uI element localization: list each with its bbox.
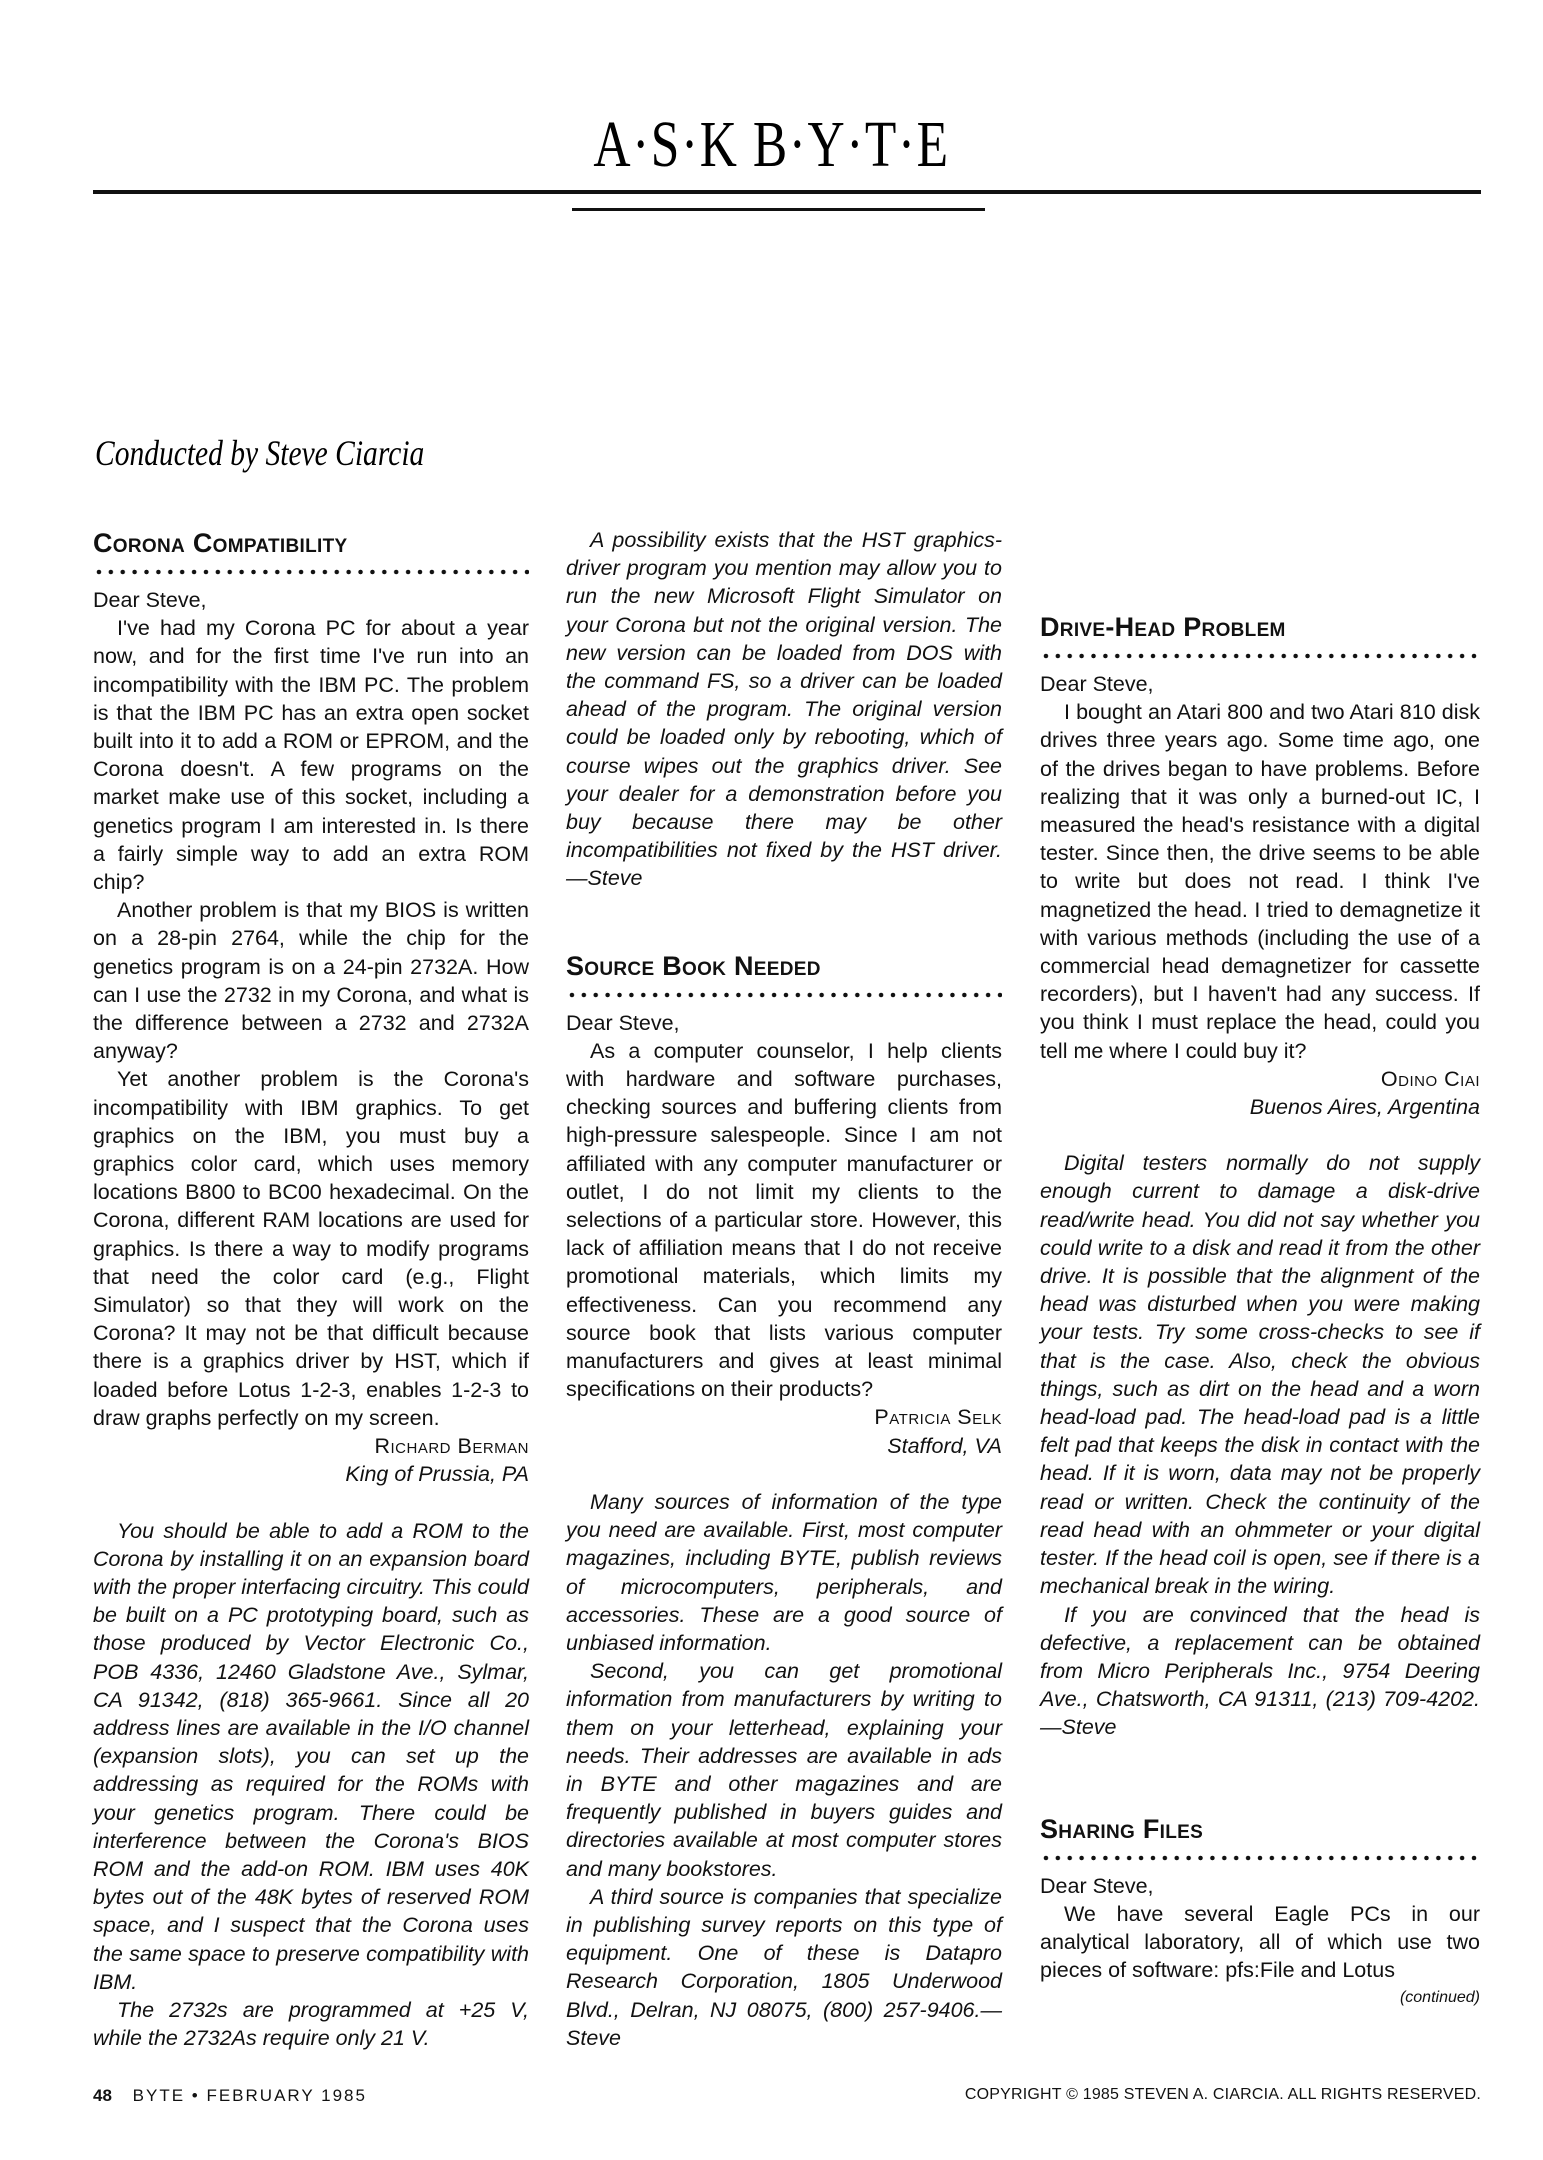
letter-signer: Patricia Selk bbox=[874, 1405, 1002, 1430]
reply-paragraph: Second, you can get promotional information from manufacturers by writing to them on your letterhead, explaining your needs. Their addresses are available in ads in BYTE and other magazines and are frequently published in buyers guides and directories available at most computer stores and many bookstores. bbox=[566, 1659, 1002, 1881]
dotted-rule bbox=[1040, 1852, 1480, 1864]
section-heading: Source Book Needed bbox=[566, 950, 821, 981]
column-2 bbox=[566, 526, 1002, 2052]
title-rule-long bbox=[93, 190, 1481, 194]
column-3 bbox=[1040, 526, 1480, 2013]
reply-paragraph: A possibility exists that the HST graphics-driver program you mention may allow you to run the new Microsoft Flight Simulator on your Corona but not the original version. The new version can be loaded from DOS with the command FS, so a driver can be loaded ahead of the program. The original version could be loaded only by rebooting, which of course wipes out the graphics driver. See your dealer for a demonstration before you buy because there may be other incompatibilities not fixed by the HST driver.—Steve bbox=[566, 528, 1002, 891]
section-source-book-needed bbox=[566, 949, 1002, 2052]
letter-location: Stafford, VA bbox=[887, 1433, 1002, 1458]
salutation: Dear Steve, bbox=[93, 588, 207, 612]
spacer bbox=[93, 1489, 529, 1517]
letter-paragraph: Another problem is that my BIOS is written on a 28-pin 2764, while the chip for the genetics program is on a 24-pin 2732A. How can I use the 2732 in my Corona, and what is the difference between a 2732 and 2732A anyway? bbox=[93, 898, 529, 1064]
column-1 bbox=[93, 526, 529, 2052]
dotted-rule bbox=[93, 566, 529, 578]
letter-paragraph: I've had my Corona PC for about a year now, and for the first time I've run into an incompatibility with the IBM PC. The problem is that the IBM PC has an extra open socket built into it to add a ROM or EPROM, and the Corona doesn't. A few programs on the market make use of this socket, including a genetics program I am interested in. Is there a fairly simple way to add an extra ROM chip? bbox=[93, 616, 529, 895]
spacer bbox=[1040, 1121, 1480, 1149]
page-title: A·S·K B·Y·T·E bbox=[593, 108, 950, 181]
section-sharing-files bbox=[1040, 1812, 1480, 2013]
dotted-rule bbox=[1040, 650, 1480, 662]
reply-paragraph: Digital testers normally do not supply enough current to damage a disk-drive read/write head. You did not say whether you could write to a disk and read it from the other drive. It is possible that the alignment of the head was disturbed when you were making your tests. Try some cross-checks to see if that is the case. Also, check the obvious things, such as dirt on the head and a worn head-load pad. The head-load pad is a little felt pad that keeps the disk in contact with the head. If it is worn, data may not be properly read or written. Check the continuity of the read head with an ohmmeter or your digital tester. If the head coil is open, see if there is a mechanical break in the wiring. bbox=[1040, 1151, 1480, 1599]
section-corona-compatibility bbox=[93, 526, 529, 2052]
page-number: 48 bbox=[93, 2086, 112, 2105]
byline: Conducted by Steve Ciarcia bbox=[95, 433, 425, 473]
letter-location: Buenos Aires, Argentina bbox=[1249, 1095, 1480, 1120]
letter-location: King of Prussia, PA bbox=[345, 1462, 529, 1487]
continued-label: (continued) bbox=[1399, 1989, 1480, 2007]
letter-signer: Odino Ciai bbox=[1380, 1066, 1480, 1091]
letter-signer: Richard Berman bbox=[374, 1434, 529, 1459]
section-heading: Drive-Head Problem bbox=[1040, 612, 1286, 642]
publication-date: BYTE • FEBRUARY 1985 bbox=[132, 2086, 367, 2105]
section-heading: Sharing Files bbox=[1040, 1813, 1204, 1844]
spacer bbox=[566, 893, 1002, 949]
letter-paragraph: Yet another problem is the Corona's incompatibility with IBM graphics. To get graphics on the IBM, you must buy a graphics color card, which uses memory locations B800 to BC00 hexadecimal. On the Corona, different RAM locations are used for graphics. Is there a way to modify programs that need the color card (e.g., Flight Simulator) so that they will work on the Corona? It may not be that difficult because there is a graphics driver by HST, which if loaded before Lotus 1-2-3, enables 1-2-3 to draw graphs perfectly on my screen. bbox=[93, 1067, 529, 1430]
spacer bbox=[566, 1460, 1002, 1488]
letter-paragraph: I bought an Atari 800 and two Atari 810 disk drives three years ago. Some time ago, one of the drives began to have problems. Before realizing that it was only a burned-out IC, I measured the head's resistance with a digital tester. Since then, the drive seems to be able to write but does not read. I think I've magnetized the head. I tried to demagnetize it with various methods (including the use of a commercial head demagnetizer for cassette recorders), but I haven't had any success. If you think I must replace the head, could you tell me where I could buy it? bbox=[1040, 700, 1480, 1063]
reply-paragraph: You should be able to add a ROM to the Corona by installing it on an expansion board with the proper interfacing circuitry. This could be built on a PC prototyping board, such as those produced by Vector Electronic Co., POB 4336, 12460 Gladstone Ave., Sylmar, CA 91342, (818) 365-9661. Since all 20 address lines are available in the I/O channel (expansion slots), you can set up the addressing as required for the ROMs with your genetics program. There could be interference between the Corona's BIOS ROM and the add-on ROM. IBM uses 40K bytes out of the 48K bytes of reserved ROM space, and I suspect that the Corona uses the same space to preserve compatibility with IBM. bbox=[93, 1518, 529, 1994]
reply-paragraph: Many sources of information of the type you need are available. First, most computer magazines, including BYTE, publish reviews of microcomputers, peripherals, and accessories. These are a good source of unbiased information. bbox=[566, 1489, 1002, 1655]
letter-paragraph: We have several Eagle PCs in our analytical laboratory, all of which use two pieces of software: pfs:File and Lotus bbox=[1040, 1901, 1480, 1983]
salutation: Dear Steve, bbox=[1040, 1873, 1154, 1898]
footer-folio bbox=[93, 2086, 367, 2106]
salutation: Dear Steve, bbox=[566, 1010, 680, 1035]
letter-paragraph: As a computer counselor, I help clients with hardware and software purchases, checking sources and buffering clients from high-pressure salespeople. Since I am not affiliated with any computer manufacturer or outlet, I do not limit my clients to the selections of a particular store. However, this lack of affiliation means that I do not receive promotional materials, which limits my effectiveness. Can you recommend any source book that lists various computer manufacturers and gives at least minimal specifications on their products? bbox=[566, 1038, 1002, 1402]
salutation: Dear Steve, bbox=[1040, 672, 1154, 696]
copyright-notice: COPYRIGHT © 1985 STEVEN A. CIARCIA. ALL RIGHTS RESERVED. bbox=[964, 2086, 1481, 2103]
spacer bbox=[1040, 1742, 1480, 1812]
dotted-rule bbox=[566, 989, 1002, 1001]
reply-paragraph: A third source is companies that specialize in publishing survey reports on this type of equipment. One of these is Datapro Research Corporation, 1805 Underwood Blvd., Delran, NJ 08075, (800) 257-9406.—Steve bbox=[566, 1884, 1002, 2050]
reply-paragraph: The 2732s are programmed at +25 V, while the 2732As require only 21 V. bbox=[93, 1997, 529, 2051]
section-heading: Corona Compatibility bbox=[93, 528, 348, 558]
reply-paragraph: If you are convinced that the head is defective, a replacement can be obtained from Micro Peripherals Inc., 9754 Deering Ave., Chatsworth, CA 91311, (213) 709-4202.—Steve bbox=[1040, 1602, 1480, 1740]
section-drive-head-problem bbox=[1040, 610, 1480, 1742]
title-rule-short bbox=[572, 208, 985, 211]
